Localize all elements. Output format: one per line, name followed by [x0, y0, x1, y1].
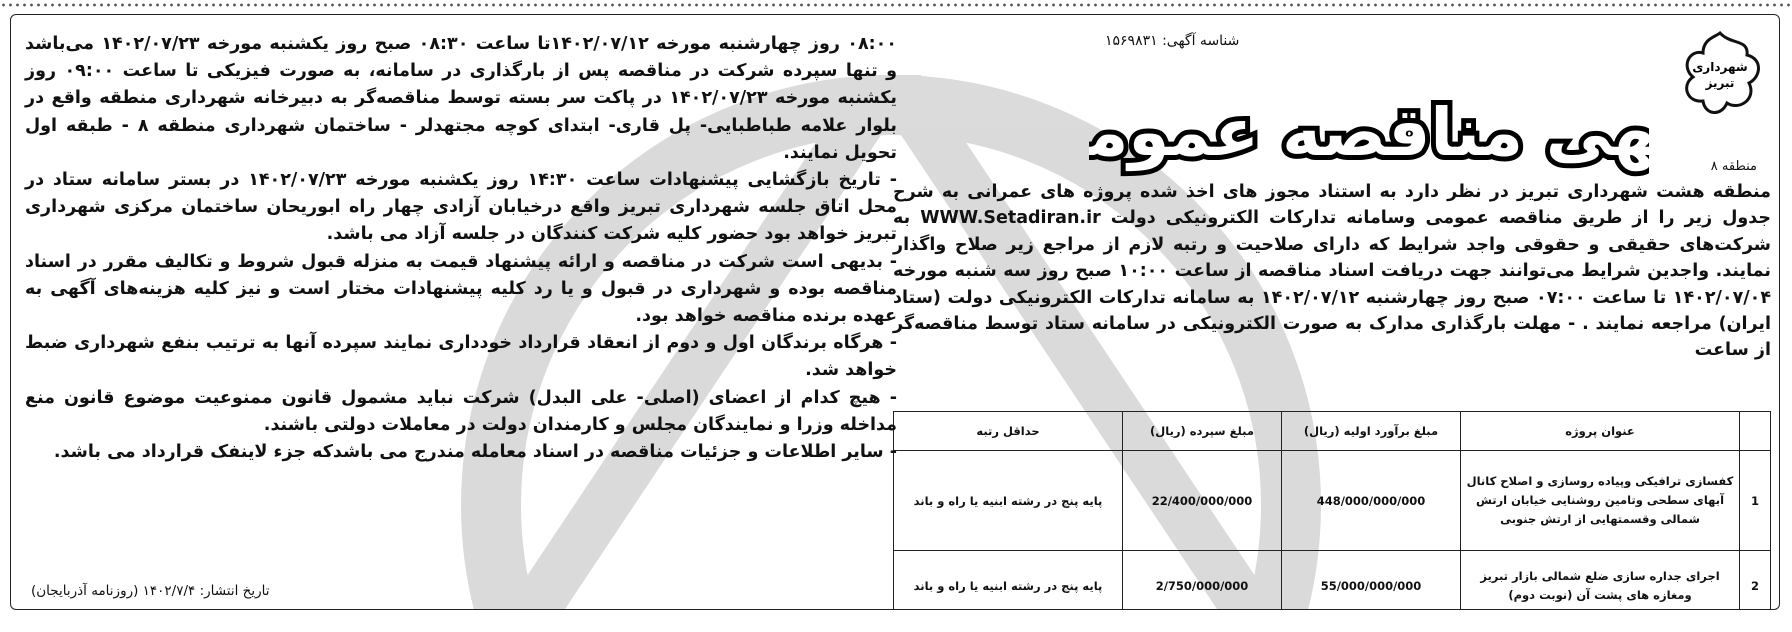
min-rank: پایه پنج در رشته ابنیه یا راه و باند — [894, 551, 1123, 610]
row-number: 2 — [1740, 551, 1771, 610]
region-label: منطقه ۸ — [1710, 159, 1757, 174]
svg-text:شهرداری: شهرداری — [1692, 60, 1748, 74]
estimate-amount: 55/000/000/000 — [1282, 551, 1461, 610]
header-estimate: مبلغ برآورد اولیه (ریال) — [1282, 412, 1461, 451]
municipality-logo — [1675, 29, 1765, 119]
right-column — [891, 21, 1771, 601]
header-project-title: عنوان پروژه — [1461, 412, 1740, 451]
conditions-paragraph: - سایر اطلاعات و جزئیات مناقصه در اسناد معامله مندرج می باشدکه جزء لاینفک قرارداد می باشد. — [53, 442, 897, 463]
table-row — [894, 451, 1771, 551]
tender-table — [893, 411, 1771, 610]
publish-date: تاریخ انتشار: ۱۴۰۲/۷/۴ (روزنامه آذربایجان) — [31, 583, 270, 599]
project-title: اجرای جداره سازی ضلع شمالی بازار تبریز ومغازه های پشت آن (نوبت دوم) — [1461, 551, 1740, 610]
deposit-amount: 22/400/000/000 — [1123, 451, 1282, 551]
project-title: کفسازی ترافیکی وپیاده روسازی و اصلاح کانال آبهای سطحی وتامین روشنایی خیابان ارتش شمالی وقسمتهایی از ارتش جنوبی — [1461, 451, 1740, 551]
header-deposit: مبلغ سپرده (ریال) — [1123, 412, 1282, 451]
header-num — [1740, 412, 1771, 451]
header-min-rank: حداقل رتبه — [894, 412, 1123, 451]
ad-title-text: هی مناقصه عموم — [1089, 94, 1649, 171]
conditions-paragraph: - بدیهی است شرکت در مناقصه و ارائه پیشنهاد قیمت به منزله قبول شروط و تکالیف مقرر در اسناد مناقصه بوده و شهرداری در قبول و یا رد کلیه پیشنهادات مختار است و نیز کلیه هزینه‌های آگهی به عهده برنده مناقصه خواهد بود. — [25, 251, 897, 327]
min-rank: پایه پنج در رشته ابنیه یا راه و باند — [894, 451, 1123, 551]
estimate-amount: 448/000/000/000 — [1282, 451, 1461, 551]
conditions-paragraph: ۰۸:۰۰ روز چهارشنبه مورخه ۱۴۰۲/۰۷/۱۲تا ساعت ۰۸:۳۰ صبح روز یکشنبه مورخه ۱۴۰۲/۰۷/۲۳ می‌باشد و تنها سپرده شرکت در مناقصه پس از بارگذاری در سامانه، به صورت فیزیکی تا ساعت ۰۹:۰۰ روز یکشنبه مورخه ۱۴۰۲/۰۷/۲۳ در پاکت سر بسته توسط مناقصه‌گر به دبیرخانه شهرداری منطقه واقع در بلوار علامه طباطبایی- پل قاری- ابتدای کوچه مجتهدلر - ساختمان شهرداری منطقه ۸ - طبقه اول تحویل نمایند. — [25, 34, 897, 163]
table-header-row — [894, 412, 1771, 451]
left-column — [25, 31, 897, 591]
conditions-paragraph: - هرگاه برندگان اول و دوم از انعقاد قرارداد خودداری نمایند سپرده آنها به ترتیب بنفع شهرداری ضبط خواهد شد. — [25, 333, 897, 381]
conditions-paragraph: - هیچ کدام از اعضای (اصلی- علی البدل) شرکت نباید مشمول قانون ممنوعیت موضوع قانون منع مداخله وزرا و نمایندگان مجلس و کارمندان دولت در معاملات دولتی باشند. — [25, 387, 897, 435]
row-number: 1 — [1740, 451, 1771, 551]
top-dotted-border — [0, 2, 1792, 8]
conditions-paragraph: - تاریخ بازگشایی پیشنهادات ساعت ۱۴:۳۰ روز یکشنبه مورخه ۱۴۰۲/۰۷/۲۳ در بستر سامانه ستاد در محل اتاق جلسه شهرداری تبریز واقع درخیابان آزادی چهار راه ابوریحان ساختمان مرکزی شهرداری تبریز خواهد بود حضور کلیه شرکت کنندگان در جلسه آزاد می باشد. — [25, 170, 897, 245]
ad-title — [1089, 79, 1649, 179]
svg-text:تبریز: تبریز — [1705, 76, 1735, 90]
ad-frame — [10, 14, 1780, 610]
deposit-amount: 2/750/000/000 — [1123, 551, 1282, 610]
ad-code: شناسه آگهی: ۱۵۶۹۸۳۱ — [1105, 33, 1240, 49]
table-row — [894, 551, 1771, 610]
intro-paragraph: منطقه هشت شهرداری تبریز در نظر دارد به استناد مجوز های اخذ شده پروژه های عمرانی به شرح جدول زیر را از طریق مناقصه عمومی وسامانه تدارکات الکترونیکی دولت WWW.Setadiran.ir به شرکت‌های حقیقی و حقوقی واجد شرایط که دارای صلاحیت و رتبه لازم از مراجع زیر صلاح واگذار نمایند. واجدین شرایط می‌توانند جهت دریافت اسناد مناقصه از ساعت ۱۰:۰۰ صبح روز سه شنبه مورخه ۱۴۰۲/۰۷/۰۴ تا ساعت ۰۷:۰۰ صبح روز چهارشنبه ۱۴۰۲/۰۷/۱۲ به سامانه تدارکات الکترونیکی دولت (ستاد ایران) مراجعه نمایند . - مهلت بارگذاری مدارک به صورت الکترونیکی در سامانه ستاد توسط مناقصه‌گر از ساعت — [893, 182, 1772, 361]
